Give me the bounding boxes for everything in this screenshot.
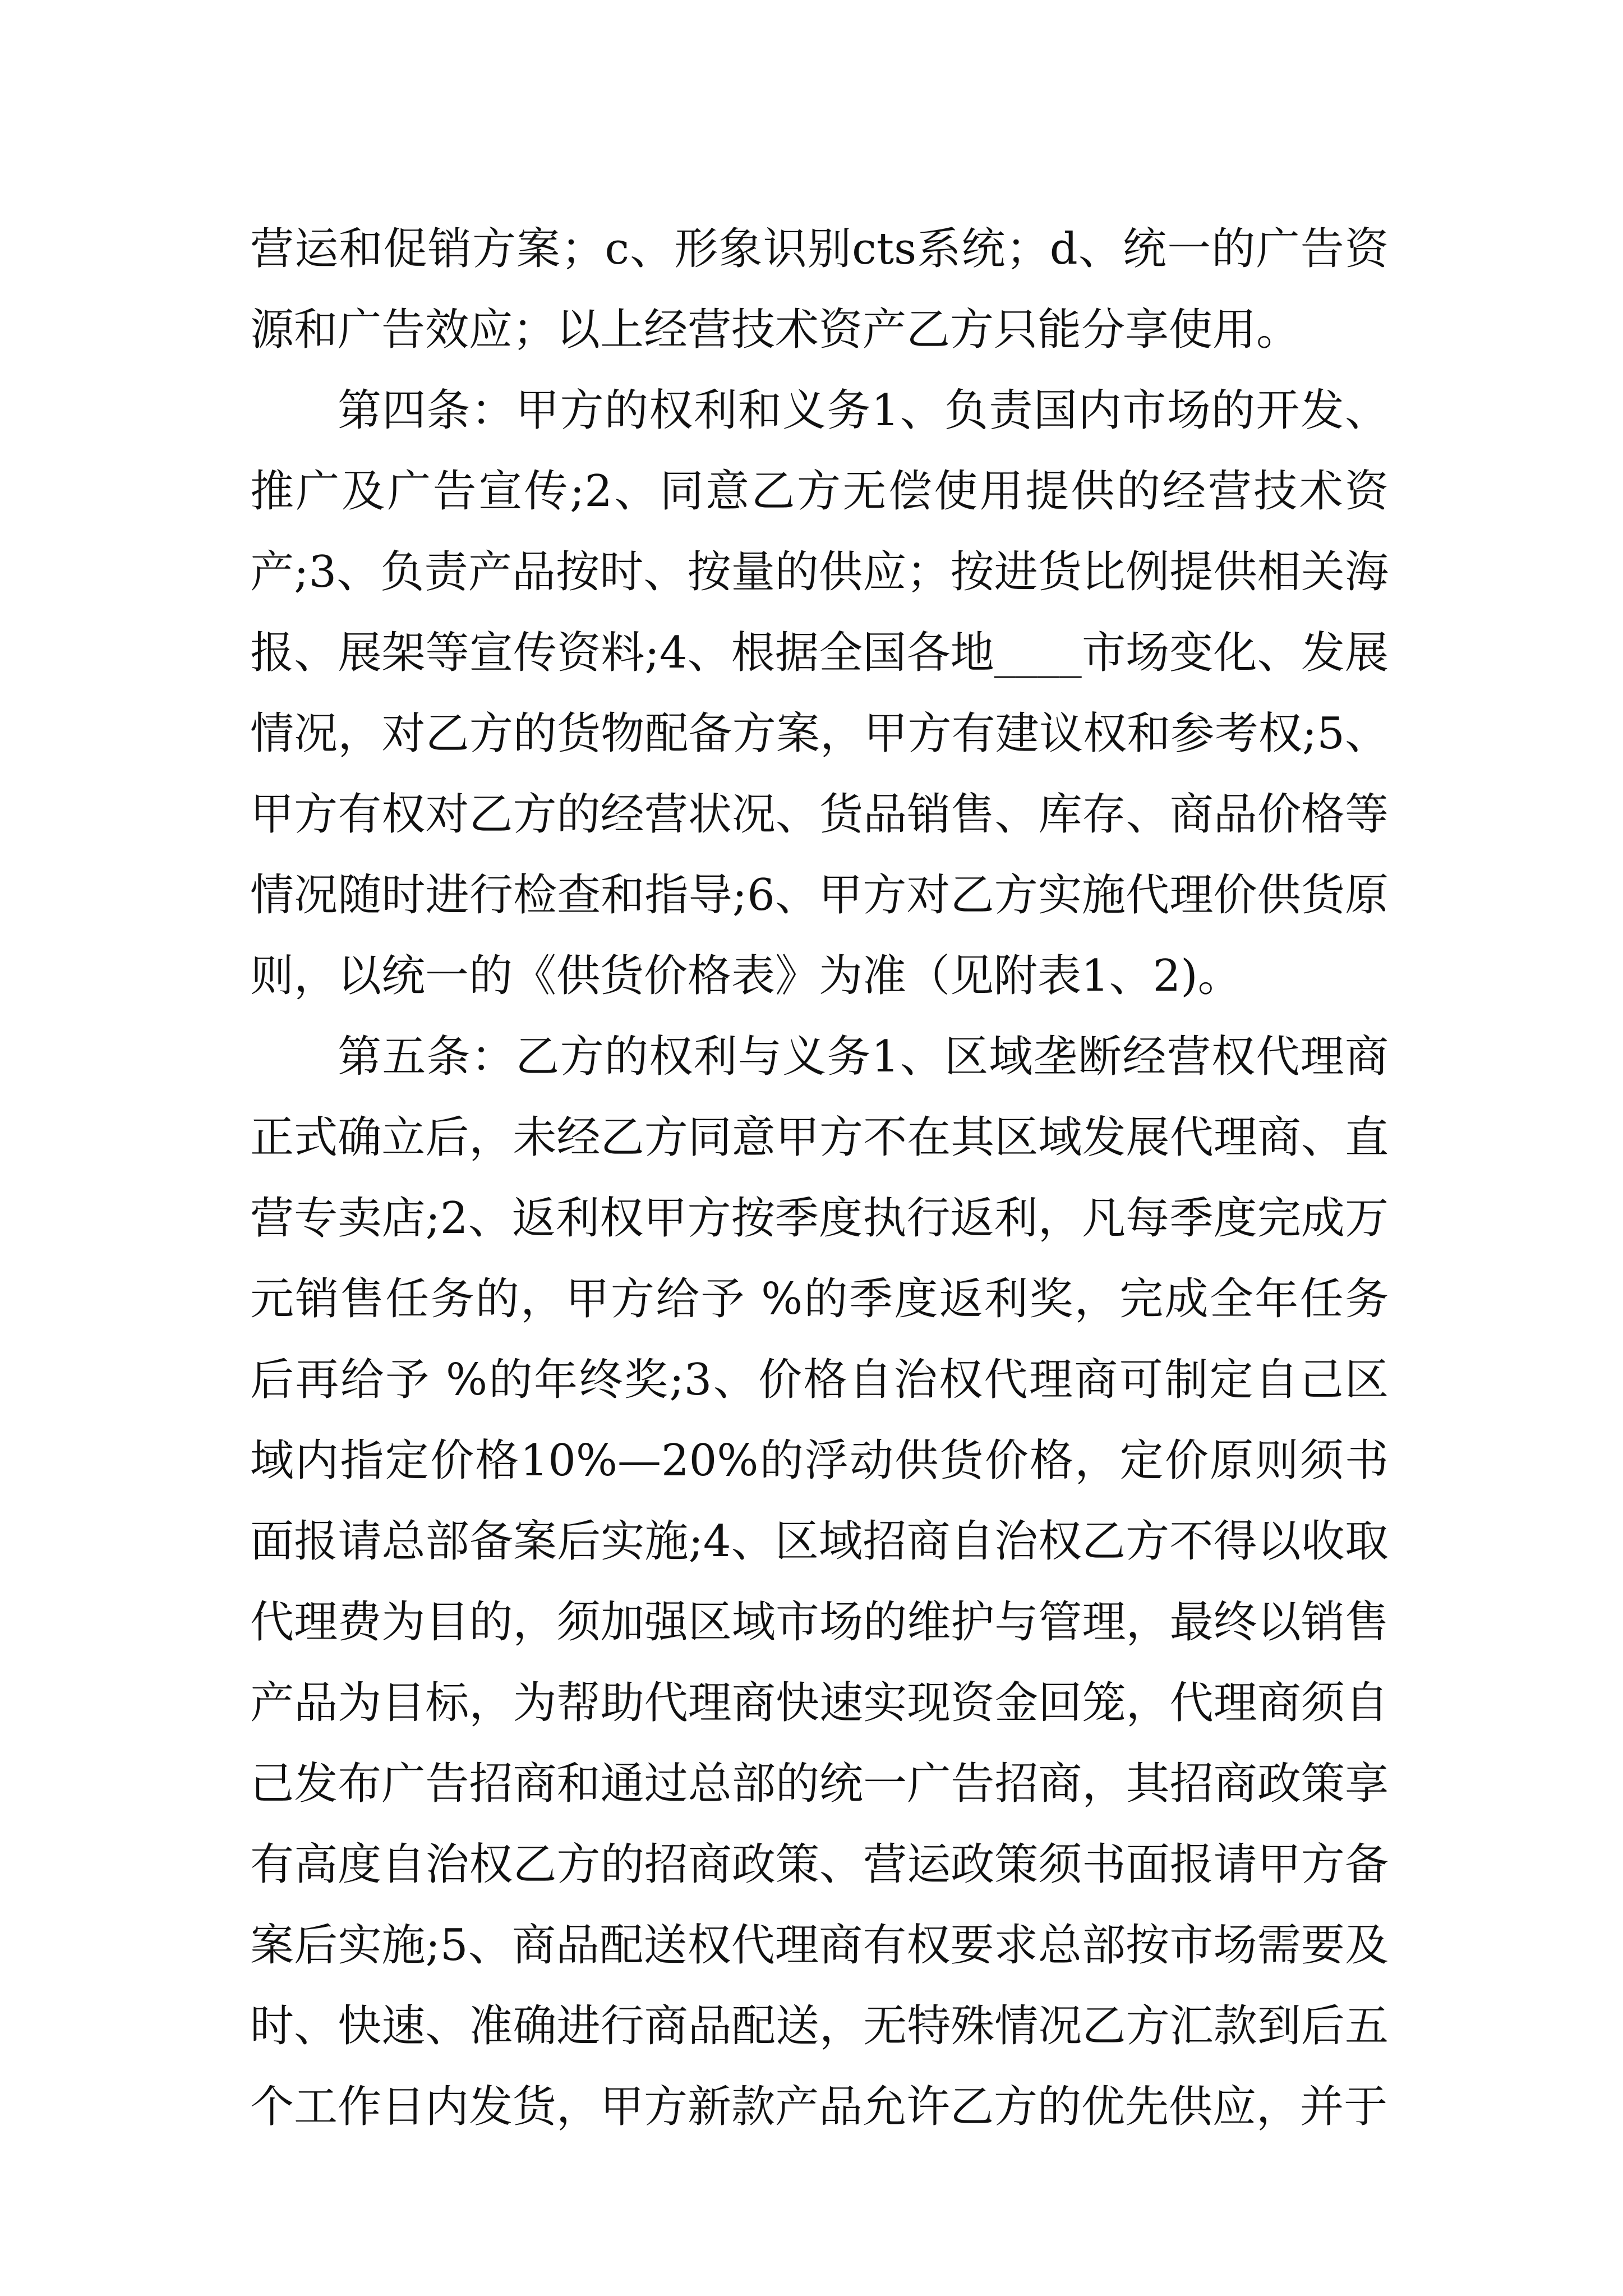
paragraph-article-5: 第五条：乙方的权利与义务1、区域垄断经营权代理商正式确立后，未经乙方同意甲方不在其区域发展代理商、直营专卖店;2、返利权甲方按季度执行返利，凡每季度完成万元销售任务的，甲方给予 %的季度返利奖，完成全年任务后再给予 %的年终奖;3、价格自治权代理商可制定自己区域内指定价格10%—20%的浮动供货价格，定价原则须书面报请总部备案后实施;4、区域招商自治权乙方不得以收取代理费为目的，须加强区域市场的维护与管理，最终以销售产品为目标，为帮助代理商快速实现资金回笼，代理商须自己发布广告招商和通过总部的统一广告招商，其招商政策享有高度自治权乙方的招商政策、营运政策须书面报请甲方备案后实施;5、商品配送权代理商有权要求总部按市场需要及时、快速、准确进行商品配送，无特殊情况乙方汇款到后五个工作日内发货，甲方新款产品允许乙方的优先供应，并于 xyxy=(250,1032,1389,2132)
document-body xyxy=(250,209,1389,2147)
paragraph-article-4: 第四条：甲方的权利和义务1、负责国内市场的开发、推广及广告宣传;2、同意乙方无偿使用提供的经营技术资产;3、负责产品按时、按量的供应；按进货比例提供相关海报、展架等宣传资料;4、根据全国各地____市场变化、发展情况，对乙方的货物配备方案，甲方有建议权和参考权;5、甲方有权对乙方的经营状况、货品销售、库存、商品价格等情况随时进行检查和指导;6、甲方对乙方实施代理价供货原则，以统一的《供货价格表》为准（见附表1、2)。 xyxy=(250,385,1389,1001)
paragraph-continuation: 营运和促销方案；c、形象识别cts系统；d、统一的广告资源和广告效应；以上经营技术资产乙方只能分享使用。 xyxy=(250,224,1389,355)
